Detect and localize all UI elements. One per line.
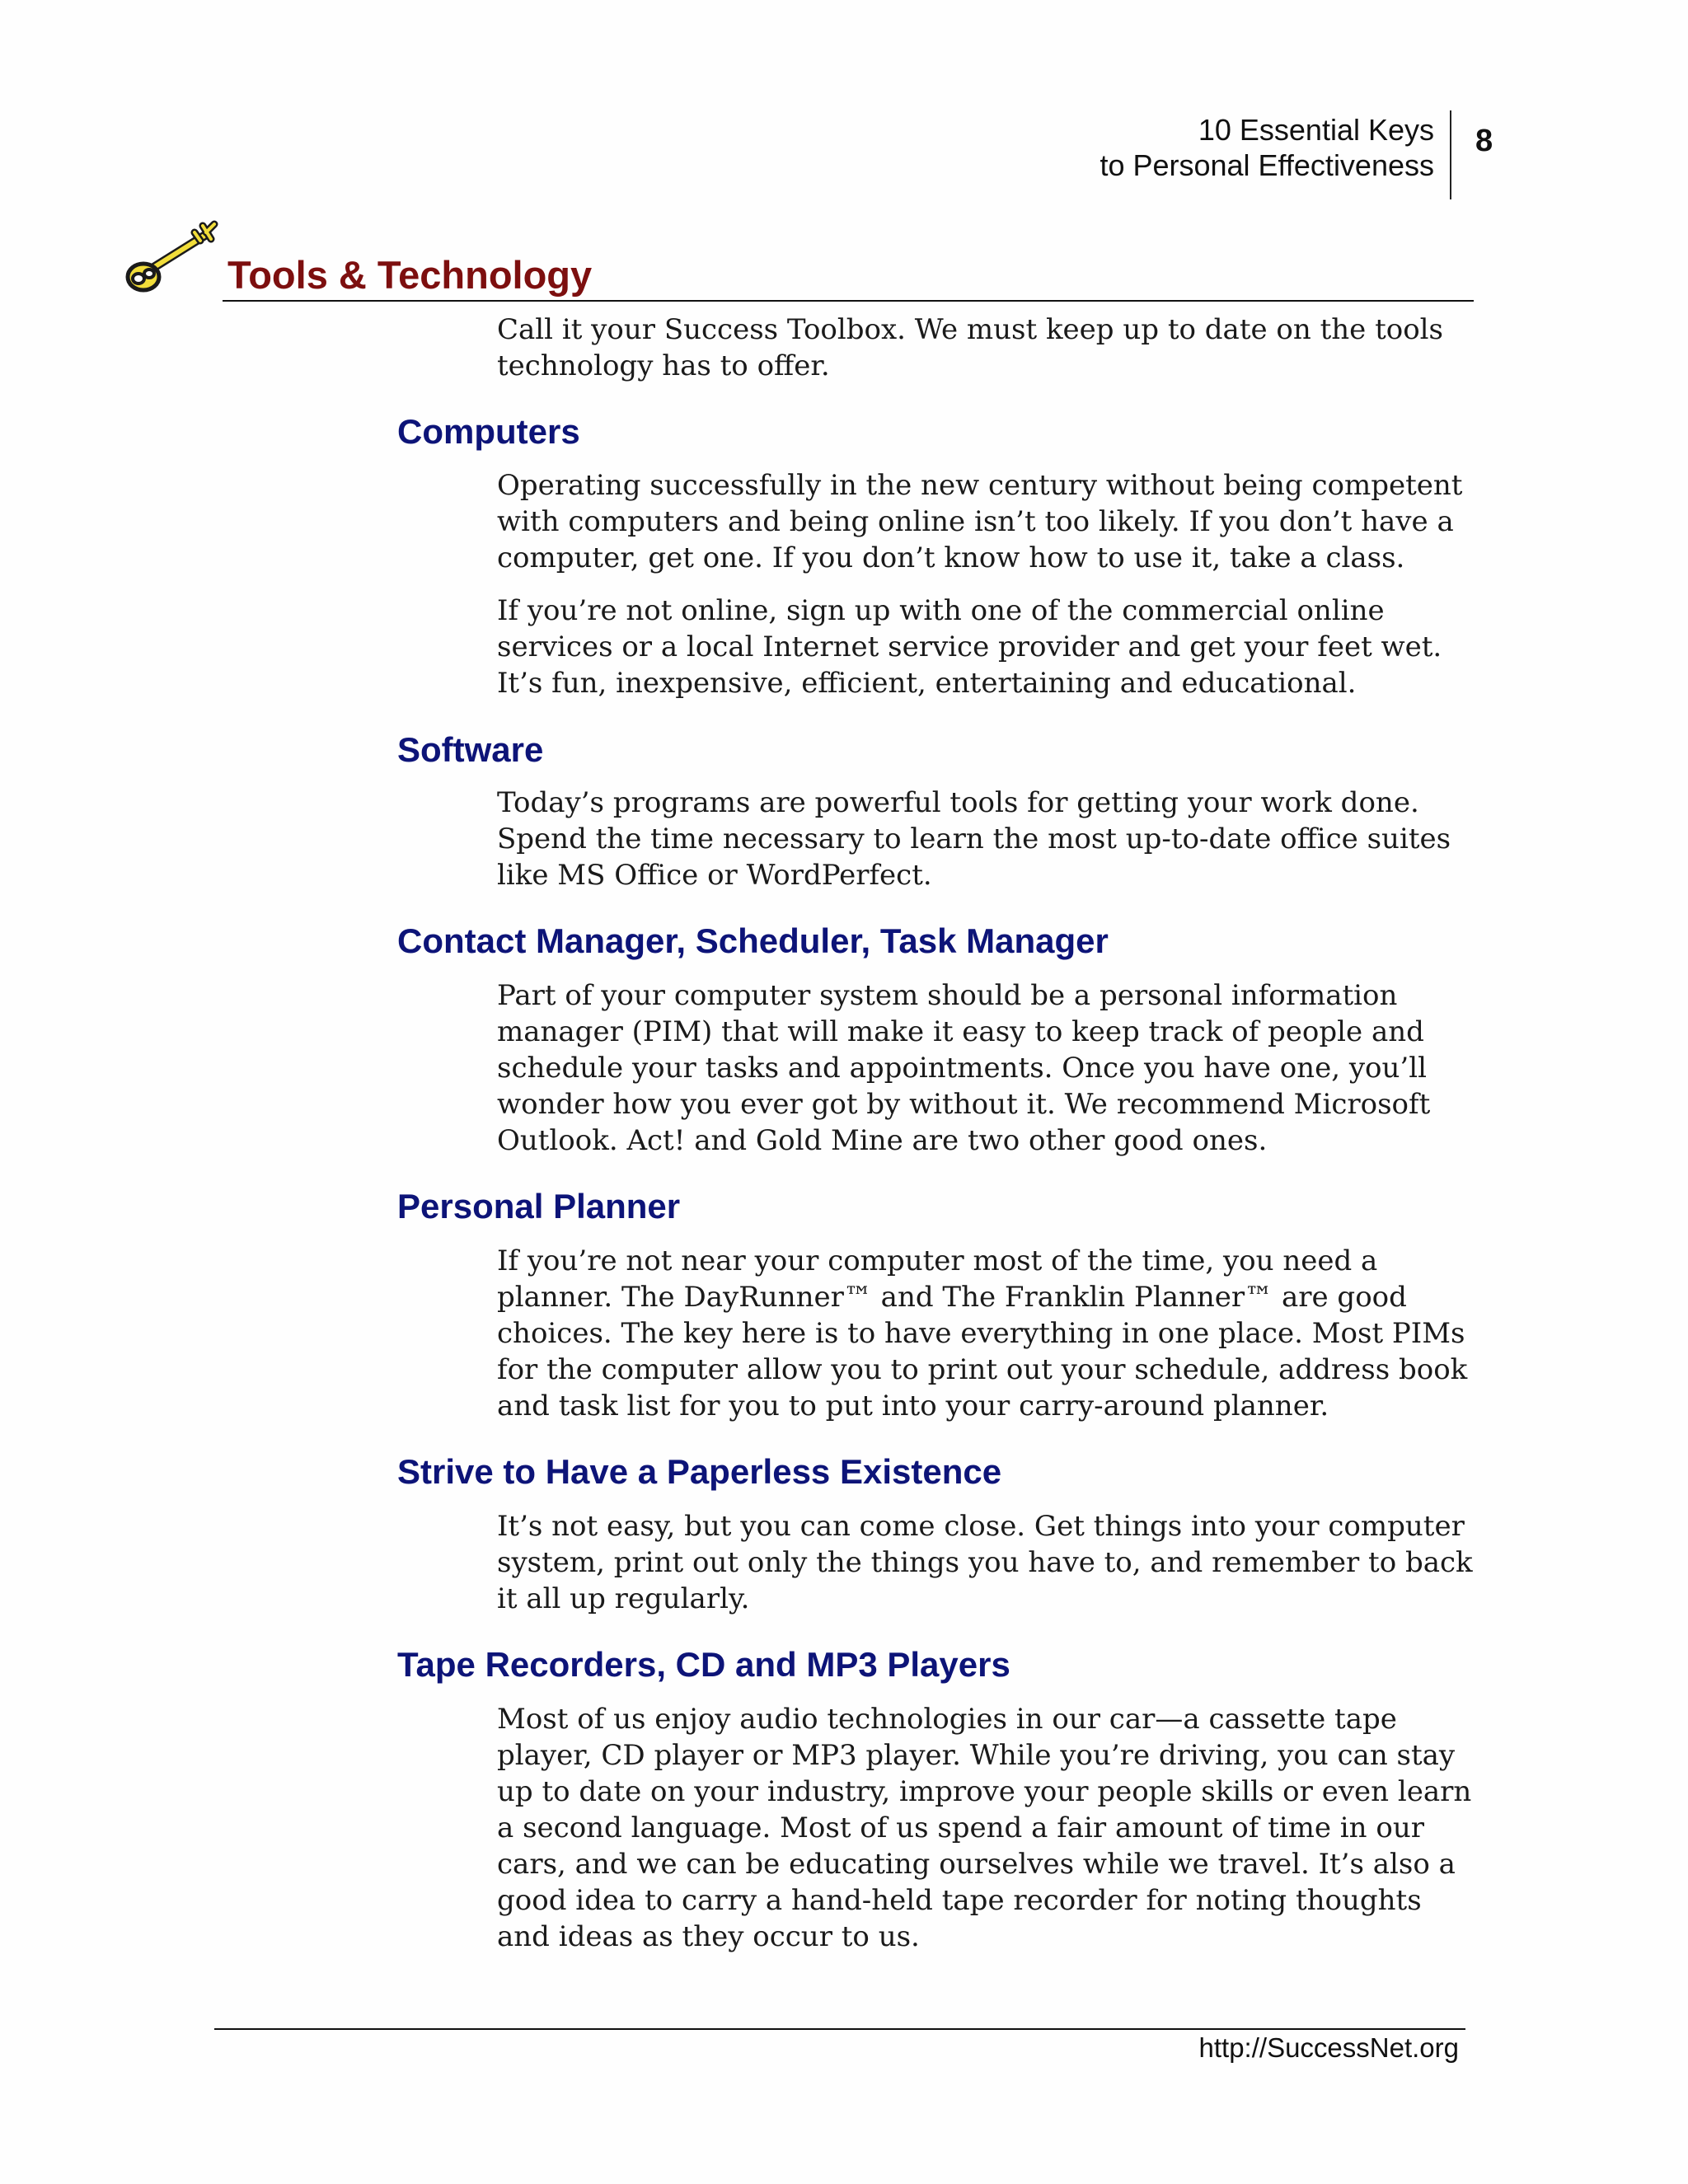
subsection-paragraph: Most of us enjoy audio technologies in our car—a cassette tape player, CD player or MP3 player. While you’re driving, you can stay up to date on your industry, improve your people skills or even learn a second language. Most of us spend a fair amount of time in our cars, and we can be educating ourselves while we travel. It’s also a good idea to carry a hand-held tape recorder for noting thoughts and ideas as they occur to us.: [497, 1703, 1472, 1953]
footer-url: http://SuccessNet.org: [1198, 2032, 1459, 2063]
subsection-heading-contact-manager: Contact Manager, Scheduler, Task Manager: [397, 921, 1109, 960]
section-underline: [223, 300, 1474, 302]
page-number: 8: [1475, 124, 1493, 158]
subsection-heading-tape-recorders: Tape Recorders, CD and MP3 Players: [397, 1645, 1010, 1684]
running-header: [989, 112, 1434, 183]
subsection-heading-computers: Computers: [397, 412, 580, 451]
key-icon: [124, 218, 221, 300]
subsection-paragraph: If you’re not near your computer most of the time, you need a planner. The DayRunner™ and The Franklin Planner™ are good choices. The key here is to have everything in one place. Most PIMs for the computer allow you to print out your schedule, address book and task list for you to put into your carry-around planner.: [497, 1244, 1468, 1422]
subsection-paragraph: It’s not easy, but you can come close. Get things into your computer system, print out only the things you have to, and remember to back it all up regularly.: [497, 1510, 1473, 1615]
section-intro: Call it your Success Toolbox. We must keep up to date on the tools technology has to offer.: [497, 313, 1443, 382]
subsection-heading-software: Software: [397, 730, 544, 769]
running-header-line-1: 10 Essential Keys: [1198, 113, 1434, 147]
subsection-paragraph: Operating successfully in the new century without being competent with computers and being online isn’t too likely. If you don’t have a computer, get one. If you don’t know how to use it, take a class.: [497, 469, 1463, 574]
subsection-heading-personal-planner: Personal Planner: [397, 1187, 681, 1226]
subsection-paragraph: Today’s programs are powerful tools for getting your work done. Spend the time necessary to learn the most up-to-date office suites like MS Office or WordPerfect.: [497, 786, 1451, 892]
subsection-paragraph: Part of your computer system should be a personal information manager (PIM) that will make it easy to keep track of people and schedule your tasks and appointments. Once you have one, you’ll wonder how you ever got by without it. We recommend Microsoft Outlook. Act! and Gold Mine are two other good ones.: [497, 979, 1431, 1157]
subsection-heading-paperless: Strive to Have a Paperless Existence: [397, 1452, 1002, 1491]
subsection-paragraph: If you’re not online, sign up with one of the commercial online services or a local Internet service provider and get your feet wet. It’s fun, inexpensive, efficient, entertaining and educational.: [497, 594, 1442, 700]
footer-rule: [214, 2028, 1465, 2030]
running-header-line-2: to Personal Effectiveness: [1100, 148, 1434, 182]
section-title: Tools & Technology: [227, 253, 593, 297]
header-divider: [1450, 110, 1451, 199]
